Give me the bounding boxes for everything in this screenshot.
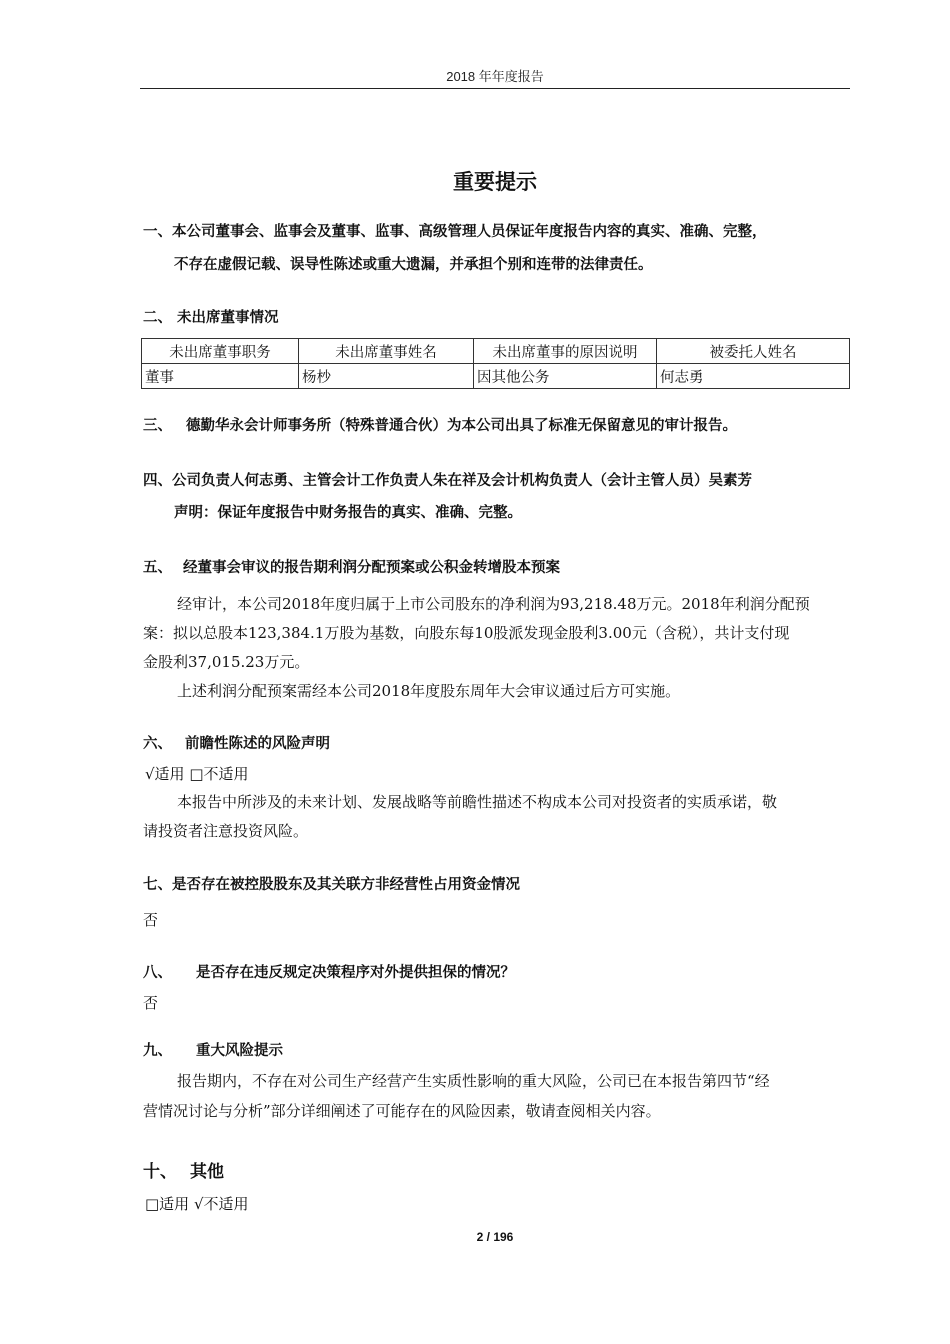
section-5-para-1-line-1: 经审计，本公司2018年度归属于上市公司股东的净利润为93,218.48万元。2018年利润分配预 bbox=[177, 595, 810, 613]
section-4-line-2: 声明：保证年度报告中财务报告的真实、准确、完整。 bbox=[174, 505, 522, 521]
section-7-heading: 七、是否存在被控股股东及其关联方非经营性占用资金情况 bbox=[143, 877, 520, 893]
section-8-heading: 是否存在违反规定决策程序对外提供担保的情况？ bbox=[196, 965, 515, 981]
section-8-answer: 否 bbox=[143, 994, 159, 1012]
section-9-heading: 重大风险提示 bbox=[196, 1043, 283, 1059]
section-9-para-line-2: 营情况讨论与分析”部分详细阐述了可能存在的风险因素，敬请查阅相关内容。 bbox=[143, 1102, 661, 1120]
section-1-line-1: 一、本公司董事会、监事会及董事、监事、高级管理人员保证年度报告内容的真实、准确、完整， bbox=[143, 224, 767, 240]
section-9-para-line-1: 报告期内，不存在对公司生产经营产生实质性影响的重大风险，公司已在本报告第四节“经 bbox=[177, 1072, 770, 1090]
table-header-cell: 未出席董事的原因说明 bbox=[474, 339, 657, 364]
table-header-row bbox=[142, 339, 850, 364]
section-6-heading: 前瞻性陈述的风险声明 bbox=[185, 736, 330, 752]
section-6-applicability: √适用 □不适用 bbox=[145, 765, 249, 783]
section-10-heading: 其他 bbox=[190, 1162, 224, 1182]
page-title: 重要提示 bbox=[453, 170, 537, 194]
section-10-number: 十、 bbox=[143, 1162, 177, 1182]
table-row bbox=[142, 364, 850, 389]
section-6-para-line-2: 请投资者注意投资风险。 bbox=[143, 822, 309, 840]
section-5-para-1-line-2: 案：拟以总股本123,384.1万股为基数，向股东每10股派发现金股利3.00元（含税），共计支付现 bbox=[143, 624, 790, 642]
table-header-cell: 被委托人姓名 bbox=[657, 339, 850, 364]
table-cell: 因其他公务 bbox=[474, 364, 657, 389]
section-5-para-2: 上述利润分配预案需经本公司2018年度股东周年大会审议通过后方可实施。 bbox=[177, 682, 681, 700]
section-9-number: 九、 bbox=[143, 1043, 172, 1059]
section-10-applicability: □适用 √不适用 bbox=[145, 1195, 249, 1213]
section-5-number: 五、 bbox=[143, 560, 172, 576]
table-cell: 杨杪 bbox=[299, 364, 474, 389]
section-5-heading: 经董事会审议的报告期利润分配预案或公积金转增股本预案 bbox=[183, 560, 560, 576]
section-4-line-1: 四、公司负责人何志勇、主管会计工作负责人朱在祥及会计机构负责人（会计主管人员）吴素芳 bbox=[143, 473, 752, 489]
page-header: 2018 年年度报告 bbox=[446, 69, 544, 84]
header-divider bbox=[140, 88, 850, 89]
section-6-para-line-1: 本报告中所涉及的未来计划、发展战略等前瞻性描述不构成本公司对投资者的实质承诺，敬 bbox=[177, 793, 778, 811]
page-number: 2 / 196 bbox=[476, 1230, 514, 1244]
absent-directors-table bbox=[141, 338, 850, 389]
section-3-number: 三、 bbox=[143, 418, 172, 434]
table-header-cell: 未出席董事职务 bbox=[142, 339, 299, 364]
section-2-heading: 二、 未出席董事情况 bbox=[143, 310, 279, 326]
table-cell: 何志勇 bbox=[657, 364, 850, 389]
section-1-line-2: 不存在虚假记载、误导性陈述或重大遗漏，并承担个别和连带的法律责任。 bbox=[174, 257, 653, 273]
section-8-number: 八、 bbox=[143, 965, 172, 981]
table-header-cell: 未出席董事姓名 bbox=[299, 339, 474, 364]
table-cell: 董事 bbox=[142, 364, 299, 389]
section-5-para-1-line-3: 金股利37,015.23万元。 bbox=[143, 653, 310, 671]
section-6-number: 六、 bbox=[143, 736, 172, 752]
section-3-text: 德勤华永会计师事务所（特殊普通合伙）为本公司出具了标准无保留意见的审计报告。 bbox=[186, 418, 737, 434]
section-7-answer: 否 bbox=[143, 911, 159, 929]
